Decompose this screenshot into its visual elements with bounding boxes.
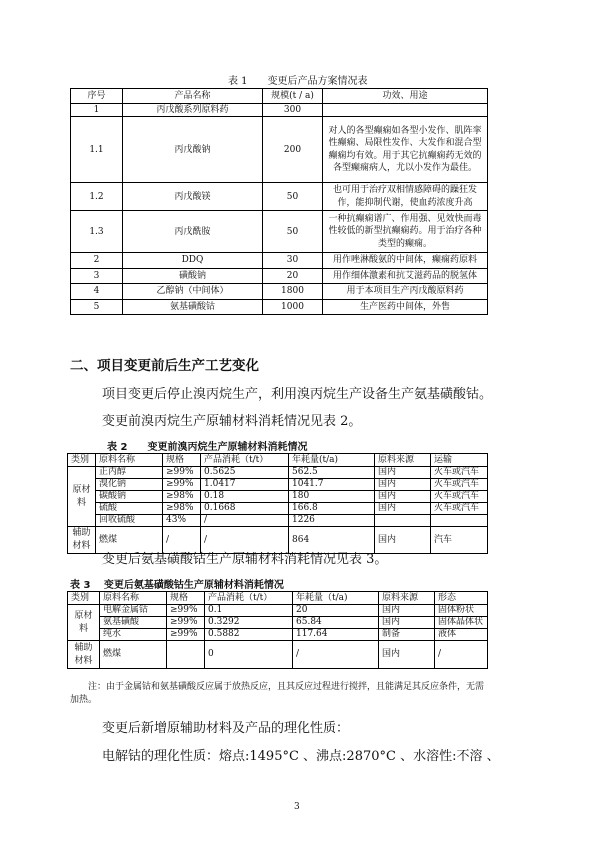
table-header-row xyxy=(68,454,488,467)
header-cell: 产品名称 xyxy=(123,89,263,104)
table-cell: 国内 xyxy=(379,605,435,617)
table-row xyxy=(68,467,488,479)
table-header-row xyxy=(71,89,488,104)
table-cell: 864 xyxy=(289,527,375,554)
header-cell: 产品消耗（t/t） xyxy=(205,592,293,605)
table-row xyxy=(68,641,488,669)
table-cell: 电解金属钴 xyxy=(100,605,167,617)
table-cell: 0.1668 xyxy=(201,503,289,515)
table-cell: 纯水 xyxy=(100,629,167,641)
header-cell: 产品消耗（t/t） xyxy=(201,454,289,467)
header-cell: 形态 xyxy=(435,592,488,605)
table-cell: / xyxy=(201,515,289,527)
table-row xyxy=(68,617,488,629)
table-cell: 0.1 xyxy=(205,605,293,617)
table-cell: 0.18 xyxy=(201,491,289,503)
table-cell: 43% xyxy=(163,515,201,527)
product-use: 对人的各型癫痫如各型小发作、肌阵挛性癫痫、局限性发作、大发作和混合型癫痫均有效。用于其它抗癫痫药无效的各型癫痫病人，尤以小发作为最佳。 xyxy=(323,117,488,183)
product-use xyxy=(323,104,488,117)
table-row xyxy=(71,117,488,183)
table-cell: 碳酸钠 xyxy=(96,491,163,503)
table-row xyxy=(68,503,488,515)
product-use: 生产医药中间体，外售 xyxy=(323,299,488,315)
table-cell: 汽车 xyxy=(431,527,488,554)
table-cell: ≥98% xyxy=(163,491,201,503)
table-cell: ≥99% xyxy=(167,617,205,629)
row-number: 4 xyxy=(71,284,123,300)
table-cell: 国内 xyxy=(375,491,431,503)
table-cell: 180 xyxy=(289,491,375,503)
product-scale: 30 xyxy=(263,253,323,269)
product-use: 用作唑淋酸氨的中间体，癫痫药原料 xyxy=(323,253,488,269)
table-row xyxy=(68,491,488,503)
raw-material-table-before xyxy=(67,453,488,554)
table-cell: ≥99% xyxy=(163,479,201,491)
table-row xyxy=(68,605,488,617)
table-cell: 国内 xyxy=(375,467,431,479)
table-cell: 燃煤 xyxy=(96,527,163,554)
product-name: 磺酸钠 xyxy=(123,268,263,284)
table1-caption: 表 1 变更后产品方案情况表 xyxy=(228,76,368,87)
table-row xyxy=(71,253,488,269)
table-cell: 0.5625 xyxy=(201,467,289,479)
header-cell: 原料名称 xyxy=(96,454,163,467)
header-cell: 规格 xyxy=(167,592,205,605)
header-cell: 类别 xyxy=(68,592,100,605)
table-row xyxy=(71,211,488,253)
table-cell: ≥99% xyxy=(167,605,205,617)
product-scale: 300 xyxy=(263,104,323,117)
section-heading: 二、项目变更前后生产工艺变化 xyxy=(70,358,259,374)
product-plan-table xyxy=(70,88,488,315)
product-name: 丙戊酸系列原料药 xyxy=(123,104,263,117)
table-cell: 火车或汽车 xyxy=(431,503,488,515)
table-cell: 硫酸 xyxy=(96,503,163,515)
table-cell xyxy=(375,515,431,527)
row-number: 5 xyxy=(71,299,123,315)
category-cell: 辅助材料 xyxy=(68,527,96,554)
header-cell: 类别 xyxy=(68,454,96,467)
product-scale: 1800 xyxy=(263,284,323,300)
table-cell: 1041.7 xyxy=(289,479,375,491)
table-note: 注：由于金属钴和氨基磺酸反应属于放热反应，且其反应过程进行搅拌，且能满足其反应条件，无需加热。 xyxy=(70,682,485,705)
header-cell: 功效、用途 xyxy=(323,89,488,104)
table-row xyxy=(71,183,488,211)
row-number: 1.2 xyxy=(71,183,123,211)
product-name: DDQ xyxy=(123,253,263,269)
table-cell: 氨基磺酸 xyxy=(100,617,167,629)
table-cell: 65.84 xyxy=(293,617,379,629)
page-number: 3 xyxy=(294,802,300,812)
paragraph: 变更后氨基磺酸钴生产原辅材料消耗情况见表 3。 xyxy=(102,552,388,567)
table2-caption: 表 2 变更前溴丙烷生产原辅材料消耗情况 xyxy=(107,442,308,453)
paragraph: 电解钴的理化性质：熔点:1495°C 、沸点:2870°C 、水溶性:不溶 、 xyxy=(102,749,500,764)
table-cell: 166.8 xyxy=(289,503,375,515)
table-cell: ≥99% xyxy=(167,629,205,641)
table-cell: 1.0417 xyxy=(201,479,289,491)
product-use: 一种抗癫痫谱广、作用强、见效快而毒性较低的新型抗癫痫药。用于治疗各种类型的癫痫。 xyxy=(323,211,488,253)
product-use: 用于本项目生产丙戊酸原料药 xyxy=(323,284,488,300)
product-name: 丙戊酰胺 xyxy=(123,211,263,253)
product-use: 也可用于治疗双相情感障碍的躁狂发作，能抑制代谢，使血药浓度升高 xyxy=(323,183,488,211)
category-cell: 辅助材料 xyxy=(68,641,100,669)
product-scale: 1000 xyxy=(263,299,323,315)
product-name: 乙醇钠（中间体） xyxy=(123,284,263,300)
table-cell: ≥99% xyxy=(163,467,201,479)
product-scale: 20 xyxy=(263,268,323,284)
table-cell: 火车或汽车 xyxy=(431,479,488,491)
paragraph: 项目变更后停止溴丙烷生产，利用溴丙烷生产设备生产氨基磺酸钴。 xyxy=(102,387,493,402)
table-cell: 溴化钠 xyxy=(96,479,163,491)
table-cell: 燃煤 xyxy=(100,641,167,669)
header-cell: 规格 xyxy=(163,454,201,467)
header-cell: 序号 xyxy=(71,89,123,104)
paragraph: 变更后新增原辅助材料及产品的理化性质： xyxy=(102,721,350,736)
category-cell: 原材料 xyxy=(68,605,100,641)
table-cell: 固体晶体状 xyxy=(435,617,488,629)
table-row xyxy=(71,299,488,315)
row-number: 3 xyxy=(71,268,123,284)
table-cell: 0.5882 xyxy=(205,629,293,641)
table-cell: 国内 xyxy=(375,479,431,491)
table-row xyxy=(71,268,488,284)
row-number: 1.1 xyxy=(71,117,123,183)
product-scale: 50 xyxy=(263,183,323,211)
table3-caption: 表 3 变更后氨基磺酸钴生产原辅材料消耗情况 xyxy=(70,580,284,591)
table-cell: 正丙醇 xyxy=(96,467,163,479)
table-cell: 1226 xyxy=(289,515,375,527)
table-row xyxy=(68,479,488,491)
table-cell: 0 xyxy=(205,641,293,669)
category-cell: 原材料 xyxy=(68,467,96,527)
table-cell: 20 xyxy=(293,605,379,617)
table-cell: 国内 xyxy=(379,617,435,629)
row-number: 1.3 xyxy=(71,211,123,253)
header-cell: 原料来源 xyxy=(375,454,431,467)
product-name: 丙戊酸钠 xyxy=(123,117,263,183)
product-scale: 50 xyxy=(263,211,323,253)
table-cell: 国内 xyxy=(375,527,431,554)
table-cell: / xyxy=(435,641,488,669)
row-number: 2 xyxy=(71,253,123,269)
row-number: 1 xyxy=(71,104,123,117)
table-cell xyxy=(431,515,488,527)
header-cell: 年耗量（t/a) xyxy=(293,592,379,605)
table-row xyxy=(71,104,488,117)
table-cell: ≥98% xyxy=(163,503,201,515)
table-header-row xyxy=(68,592,488,605)
product-name: 丙戊酸镁 xyxy=(123,183,263,211)
table-cell: 火车或汽车 xyxy=(431,467,488,479)
table-cell: 0.3292 xyxy=(205,617,293,629)
table-row xyxy=(68,515,488,527)
table-cell: / xyxy=(201,527,289,554)
header-cell: 原料来源 xyxy=(379,592,435,605)
header-cell: 规模(t / a) xyxy=(263,89,323,104)
table-cell: 液体 xyxy=(435,629,488,641)
table-cell: 562.5 xyxy=(289,467,375,479)
table-cell: 火车或汽车 xyxy=(431,491,488,503)
product-use: 用作细体激素和抗艾滋药品的脱氢体 xyxy=(323,268,488,284)
table-cell: / xyxy=(293,641,379,669)
table-cell: 国内 xyxy=(379,641,435,669)
table-cell: 国内 xyxy=(375,503,431,515)
header-cell: 年耗量(t/a) xyxy=(289,454,375,467)
product-scale: 200 xyxy=(263,117,323,183)
table-row xyxy=(71,284,488,300)
header-cell: 原料名称 xyxy=(100,592,167,605)
table-cell: 制备 xyxy=(379,629,435,641)
paragraph: 变更前溴丙烷生产原辅材料消耗情况见表 2。 xyxy=(102,414,362,429)
raw-material-table-after xyxy=(67,591,488,669)
table-cell: 固体粉状 xyxy=(435,605,488,617)
product-name: 氨基磺酸钴 xyxy=(123,299,263,315)
header-cell: 运输 xyxy=(431,454,488,467)
table-row xyxy=(68,629,488,641)
table-cell: 回收硫酸 xyxy=(96,515,163,527)
table-cell xyxy=(167,641,205,669)
table-cell: / xyxy=(163,527,201,554)
table-cell: 117.64 xyxy=(293,629,379,641)
